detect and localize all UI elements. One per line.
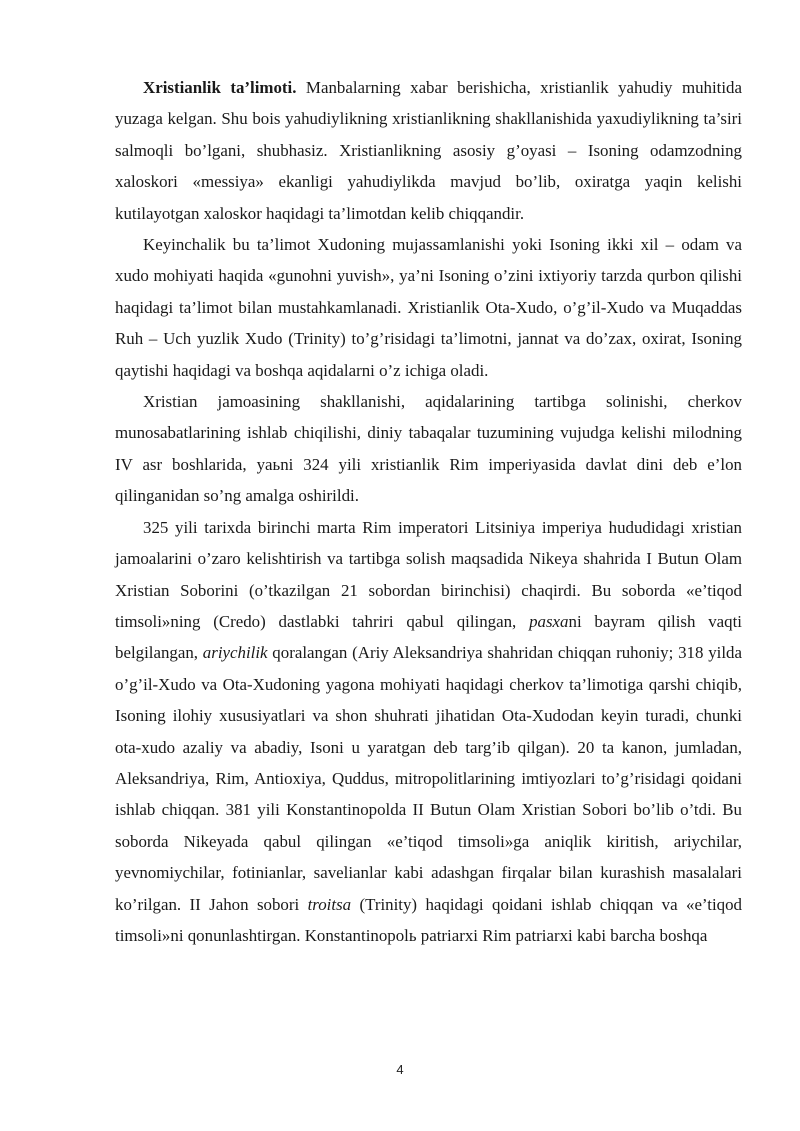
paragraph-xristianlik-talimoti — [115, 72, 742, 229]
italic-term-pasxa: pasxa — [529, 611, 569, 631]
italic-term-troitsa: troitsa — [307, 894, 352, 914]
paragraph-text: (Trinity) haqidagi qoidani ishlab chiqqan va «e’tiqod timsoli»ni qonunlashtirgan. Konstantinopolь patriarxi Rim patriarxi kabi barcha boshqa — [115, 894, 742, 945]
document-page — [115, 72, 742, 951]
paragraph-text: 325 yili tarixda birinchi marta Rim imperatori Litsiniya imperiya hududidagi xristian jamoalarini o’zaro kelishtirish va tartibga solish maqsadida Nikeya shahrida I Butun Olam Xristian Soborini (o’tkazilgan 21 sobordan birinchisi) chaqirdi. Bu soborda «e’tiqod timsoli»ning (Credo) dastlabki tahriri qabul qilingan, — [115, 517, 742, 631]
paragraph-text: Xristian jamoasining shakllanishi, aqidalarining tartibga solinishi, cherkov munosabatlarining ishlab chiqilishi, diniy tabaqalar tuzumining vujudga kelishi milodning IV asr boshlarida, yaьni 324 yili xristianlik Rim imperiyasida davlat dini deb e’lon qilinganidan so’ng amalga oshirildi. — [115, 392, 742, 506]
section-heading: Xristianlik ta’limoti. — [143, 78, 297, 97]
paragraph-text: ni bayram qilish vaqti belgilangan, — [115, 611, 742, 663]
italic-term-ariychilik: ariychilik — [202, 643, 268, 663]
paragraph-text: Keyinchalik bu ta’limot Xudoning mujassamlanishi yoki Isoning ikki xil – odam va xudo mohiyati haqida «gunohni yuvish», ya’ni Isoning o’zini ixtiyoriy tarzda qurbon qilishi haqidagi ta’limot bilan mustahkamlanadi. Xristianlik Ota-Xudo, o’g’il-Xudo va Muqaddas Ruh – Uch yuzlik Xudo (Trinity) to’g’risidagi ta’limotni, jannat va do’zax, oxirat, Isoning qaytishi haqidagi va boshqa aqidalarni o’z ichiga oladi. — [115, 235, 742, 380]
paragraph-xristian-jamoasi — [115, 386, 742, 512]
paragraph-text: Manbalarning xabar berishicha, xristianlik yahudiy muhitida yuzaga kelgan. Shu bois yahudiylikning xristianlikning shakllanishida yaxudiylikning ta’siri salmoqli bo’lgani, shubhasiz. Xristianlikning asosiy g’oyasi – Isoning odamzodning xaloskori «messiya» ekanligi yahudiylikda mavjud bo’lib, oxiratga yaqin kelishi kutilayotgan xaloskor haqidagi ta’limotdan kelib chiqqandir. — [115, 78, 742, 223]
page-number: 4 — [396, 1062, 404, 1077]
paragraph-text: qoralangan (Ariy Aleksandriya shahridan chiqqan ruhoniy; 318 yilda o’g’il-Xudo va Ota-Xudoning yagona mohiyati haqidagi cherkov ta’limotiga qarshi chiqib, Isoning ilohiy xususiyatlari va shon shuhrati jihatidan Ota-Xudodan keyin turadi, chunki ota-xudo azaliy va abadiy, Isoni u yaratgan deb targ’ib qilgan). 20 ta kanon, jumladan, Aleksandriya, Rim, Antioxiya, Quddus, mitropolitlarining imtiyozlari to’g’risidagi qoidani ishlab chiqqan. 381 yili Konstantinopolda II Butun Olam Xristian Sobori bo’lib o’tdi. Bu soborda Nikeyada qabul qilingan «e’tiqod timsoli»ga aniqlik kiritish, ariychilar, yevnomiychilar, fotinianlar, savelianlar kabi adashgan firqalar bilan kurashish masalalari ko’rilgan. II Jahon sobori — [115, 643, 742, 914]
paragraph-325-yili — [115, 512, 742, 952]
paragraph-keyinchalik — [115, 229, 742, 386]
